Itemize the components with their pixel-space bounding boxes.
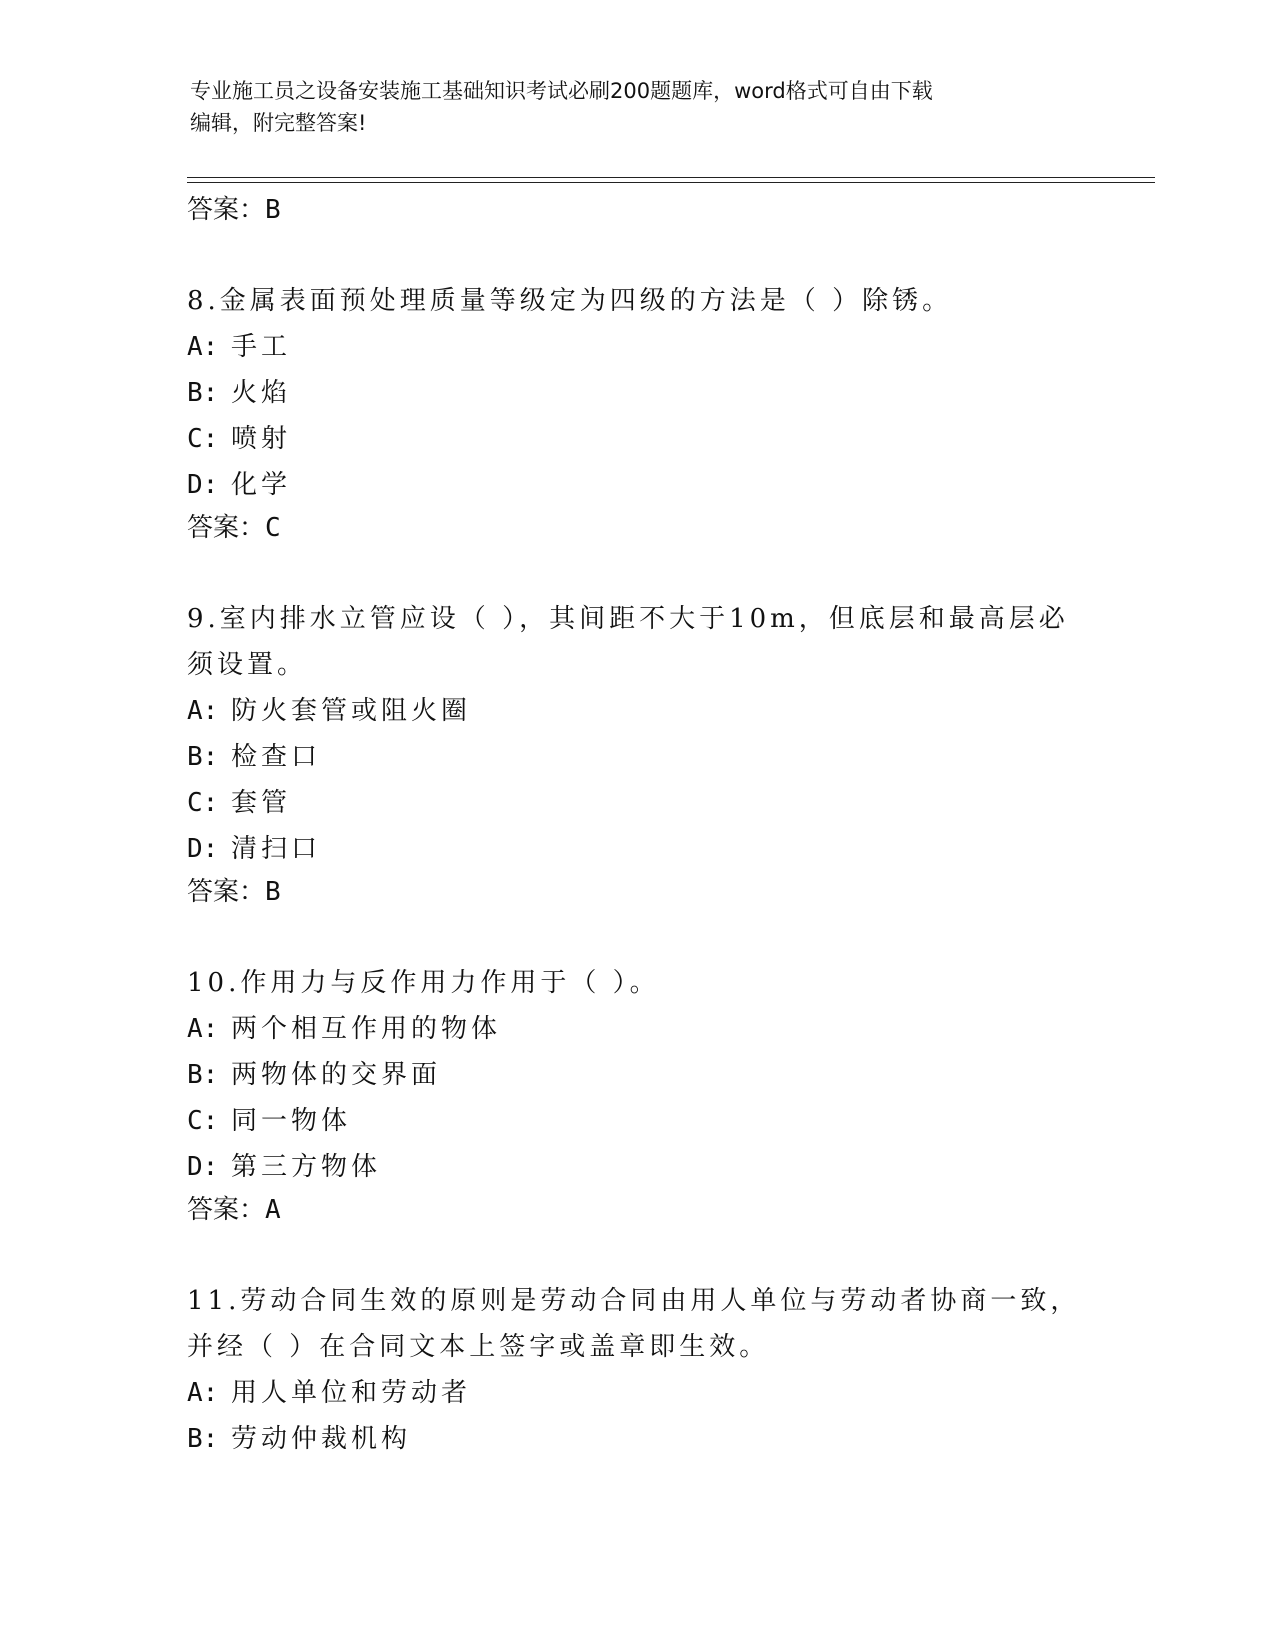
header-divider-bottom <box>187 182 1155 183</box>
answer-line <box>187 508 1087 548</box>
option-letter: B: <box>187 378 219 408</box>
option-row <box>187 1144 1087 1190</box>
option-letter: A: <box>187 332 219 362</box>
question-text: 9.室内排水立管应设（ ），其间距不大于10m，但底层和最高层必须设置。 <box>187 604 1069 680</box>
question-text: 11.劳动合同生效的原则是劳动合同由用人单位与劳动者协商一致，并经（ ）在合同文本上签字或盖章即生效。 <box>187 1286 1081 1362</box>
option-text: 喷射 <box>231 424 292 454</box>
answer-label: 答案： <box>187 1195 266 1225</box>
option-row <box>187 416 1087 462</box>
option-row <box>187 324 1087 370</box>
option-letter: D: <box>187 834 219 864</box>
option-letter: C: <box>187 788 219 818</box>
option-row <box>187 1370 1087 1416</box>
option-row <box>187 1006 1087 1052</box>
option-text: 两物体的交界面 <box>231 1060 442 1090</box>
question-list <box>187 190 1087 1462</box>
option-text: 用人单位和劳动者 <box>231 1378 472 1408</box>
option-text: 同一物体 <box>231 1106 352 1136</box>
question-text: 10.作用力与反作用力作用于（ ）。 <box>187 968 660 998</box>
answer-value: A <box>265 1195 281 1225</box>
question-block <box>187 1278 1087 1462</box>
answer-label: 答案： <box>187 513 266 543</box>
option-text: 第三方物体 <box>231 1152 382 1182</box>
answer-line <box>187 190 1087 230</box>
option-row <box>187 1052 1087 1098</box>
option-text: 劳动仲裁机构 <box>231 1424 412 1454</box>
option-row <box>187 370 1087 416</box>
option-row <box>187 780 1087 826</box>
answer-value: B <box>265 877 281 907</box>
option-letter: B: <box>187 1060 219 1090</box>
option-text: 化学 <box>231 470 292 500</box>
option-letter: D: <box>187 1152 219 1182</box>
option-row <box>187 1098 1087 1144</box>
question-block <box>187 596 1087 912</box>
option-letter: A: <box>187 1378 219 1408</box>
header-line-2: 编辑，附完整答案! <box>190 111 367 135</box>
answer-value: C <box>265 513 281 543</box>
option-letter: B: <box>187 742 219 772</box>
option-row <box>187 826 1087 872</box>
option-text: 火焰 <box>231 378 292 408</box>
option-text: 套管 <box>231 788 292 818</box>
question-text: 8.金属表面预处理质量等级定为四级的方法是（ ）除锈。 <box>187 286 953 316</box>
header-line-1: 专业施工员之设备安装施工基础知识考试必刷200题题库，word格式可自由下载 <box>190 79 933 103</box>
option-text: 清扫口 <box>231 834 322 864</box>
option-row <box>187 734 1087 780</box>
option-letter: C: <box>187 424 219 454</box>
question-block <box>187 278 1087 548</box>
answer-line <box>187 872 1087 912</box>
document-header <box>190 75 1090 139</box>
option-row <box>187 1416 1087 1462</box>
answer-label: 答案： <box>187 195 266 225</box>
option-row <box>187 688 1087 734</box>
option-letter: B: <box>187 1424 219 1454</box>
answer-value: B <box>265 195 281 225</box>
option-letter: D: <box>187 470 219 500</box>
option-row <box>187 462 1087 508</box>
answer-line <box>187 1190 1087 1230</box>
option-text: 两个相互作用的物体 <box>231 1014 502 1044</box>
question-block <box>187 960 1087 1230</box>
option-letter: A: <box>187 696 219 726</box>
option-letter: C: <box>187 1106 219 1136</box>
option-text: 检查口 <box>231 742 322 772</box>
header-divider-top <box>187 177 1155 178</box>
answer-label: 答案： <box>187 877 266 907</box>
option-text: 防火套管或阻火圈 <box>231 696 472 726</box>
option-letter: A: <box>187 1014 219 1044</box>
option-text: 手工 <box>231 332 292 362</box>
